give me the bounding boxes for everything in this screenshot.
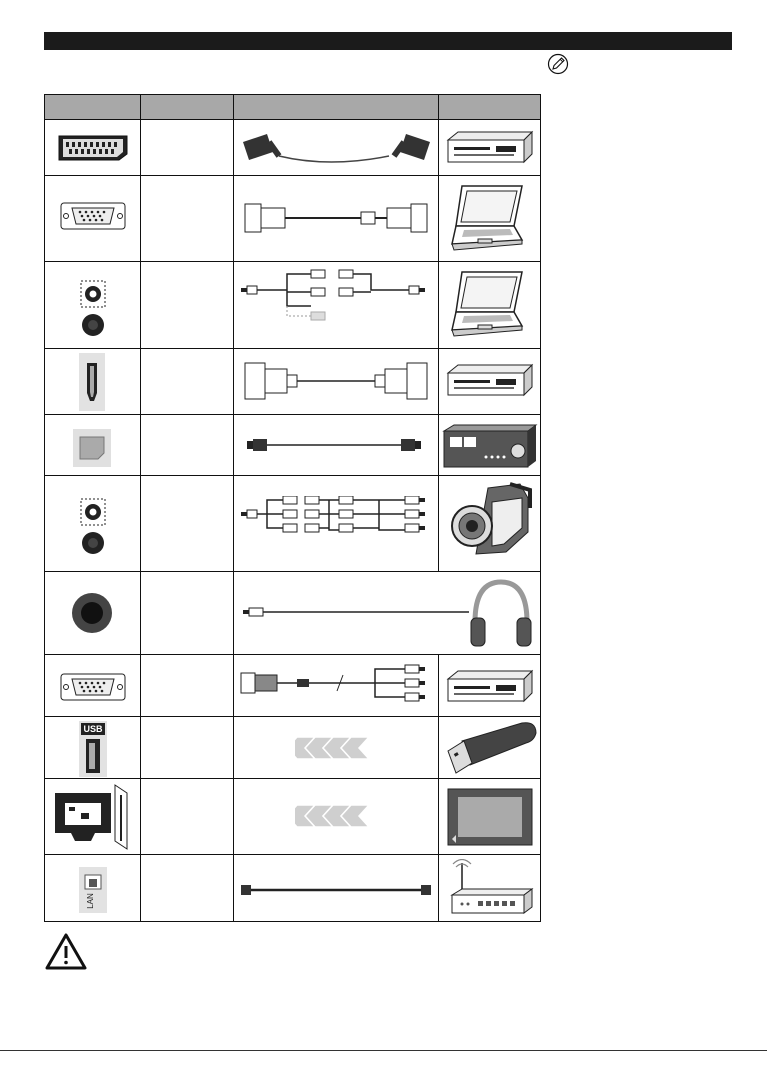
footer-rule	[0, 1050, 767, 1051]
lan-label: LAN	[86, 893, 95, 909]
header-type	[140, 95, 234, 119]
hdmi-socket-icon	[79, 353, 105, 411]
header-device	[438, 95, 541, 119]
table-row	[45, 655, 540, 717]
router-icon	[448, 859, 534, 917]
table-row	[45, 717, 540, 779]
dvd-player-icon	[446, 363, 534, 397]
table-row	[45, 262, 540, 349]
usb-stick-icon	[442, 721, 538, 775]
pencil-note-icon	[547, 53, 569, 75]
table-row	[45, 176, 540, 262]
av-jack-icon	[80, 498, 106, 556]
dvd-player-icon	[446, 130, 534, 164]
insert-arrows-icon	[295, 737, 377, 759]
insert-arrows-icon	[295, 805, 377, 827]
usb-port-icon	[79, 721, 107, 777]
ethernet-cable-icon	[239, 883, 433, 897]
headphone-cable-icon	[241, 602, 471, 622]
laptop-icon	[448, 268, 530, 340]
audio-amplifier-icon	[442, 423, 538, 469]
cam-module-icon	[446, 787, 534, 847]
table-header-row	[45, 95, 540, 120]
headphones-icon	[469, 578, 533, 650]
lan-port-icon	[79, 867, 107, 913]
optical-cable-icon	[241, 433, 431, 457]
table-row	[45, 572, 540, 655]
headphone-jack-icon	[71, 592, 113, 634]
section-title-bar	[44, 32, 732, 50]
table-row	[45, 415, 540, 476]
header-cables	[233, 95, 439, 119]
scart-cable-icon	[239, 126, 434, 170]
laptop-icon	[448, 182, 530, 254]
pc-audio-jack-icon	[80, 280, 106, 338]
header-connector	[45, 95, 141, 119]
scart-socket-icon	[55, 134, 131, 162]
ypbpr-cable-icon	[237, 661, 437, 711]
table-row	[45, 120, 540, 176]
vga-socket-icon	[60, 202, 126, 230]
audio-rca-cable-icon	[239, 266, 435, 326]
ci-slot-icon	[51, 783, 135, 851]
camcorder-icon	[448, 482, 534, 566]
ypbpr-vga-socket-icon	[60, 673, 126, 701]
hdmi-cable-icon	[241, 359, 431, 403]
table-row	[45, 349, 540, 415]
warning-triangle-icon	[44, 932, 88, 972]
optical-spdif-socket-icon	[73, 429, 111, 467]
table-row	[45, 476, 540, 572]
connections-table	[44, 94, 541, 922]
usb-label: USB	[83, 724, 103, 734]
av-rca-cable-icon	[239, 496, 435, 540]
vga-cable-icon	[241, 198, 431, 238]
table-row	[45, 855, 540, 921]
table-row	[45, 779, 540, 855]
dvd-player-icon	[446, 669, 534, 703]
